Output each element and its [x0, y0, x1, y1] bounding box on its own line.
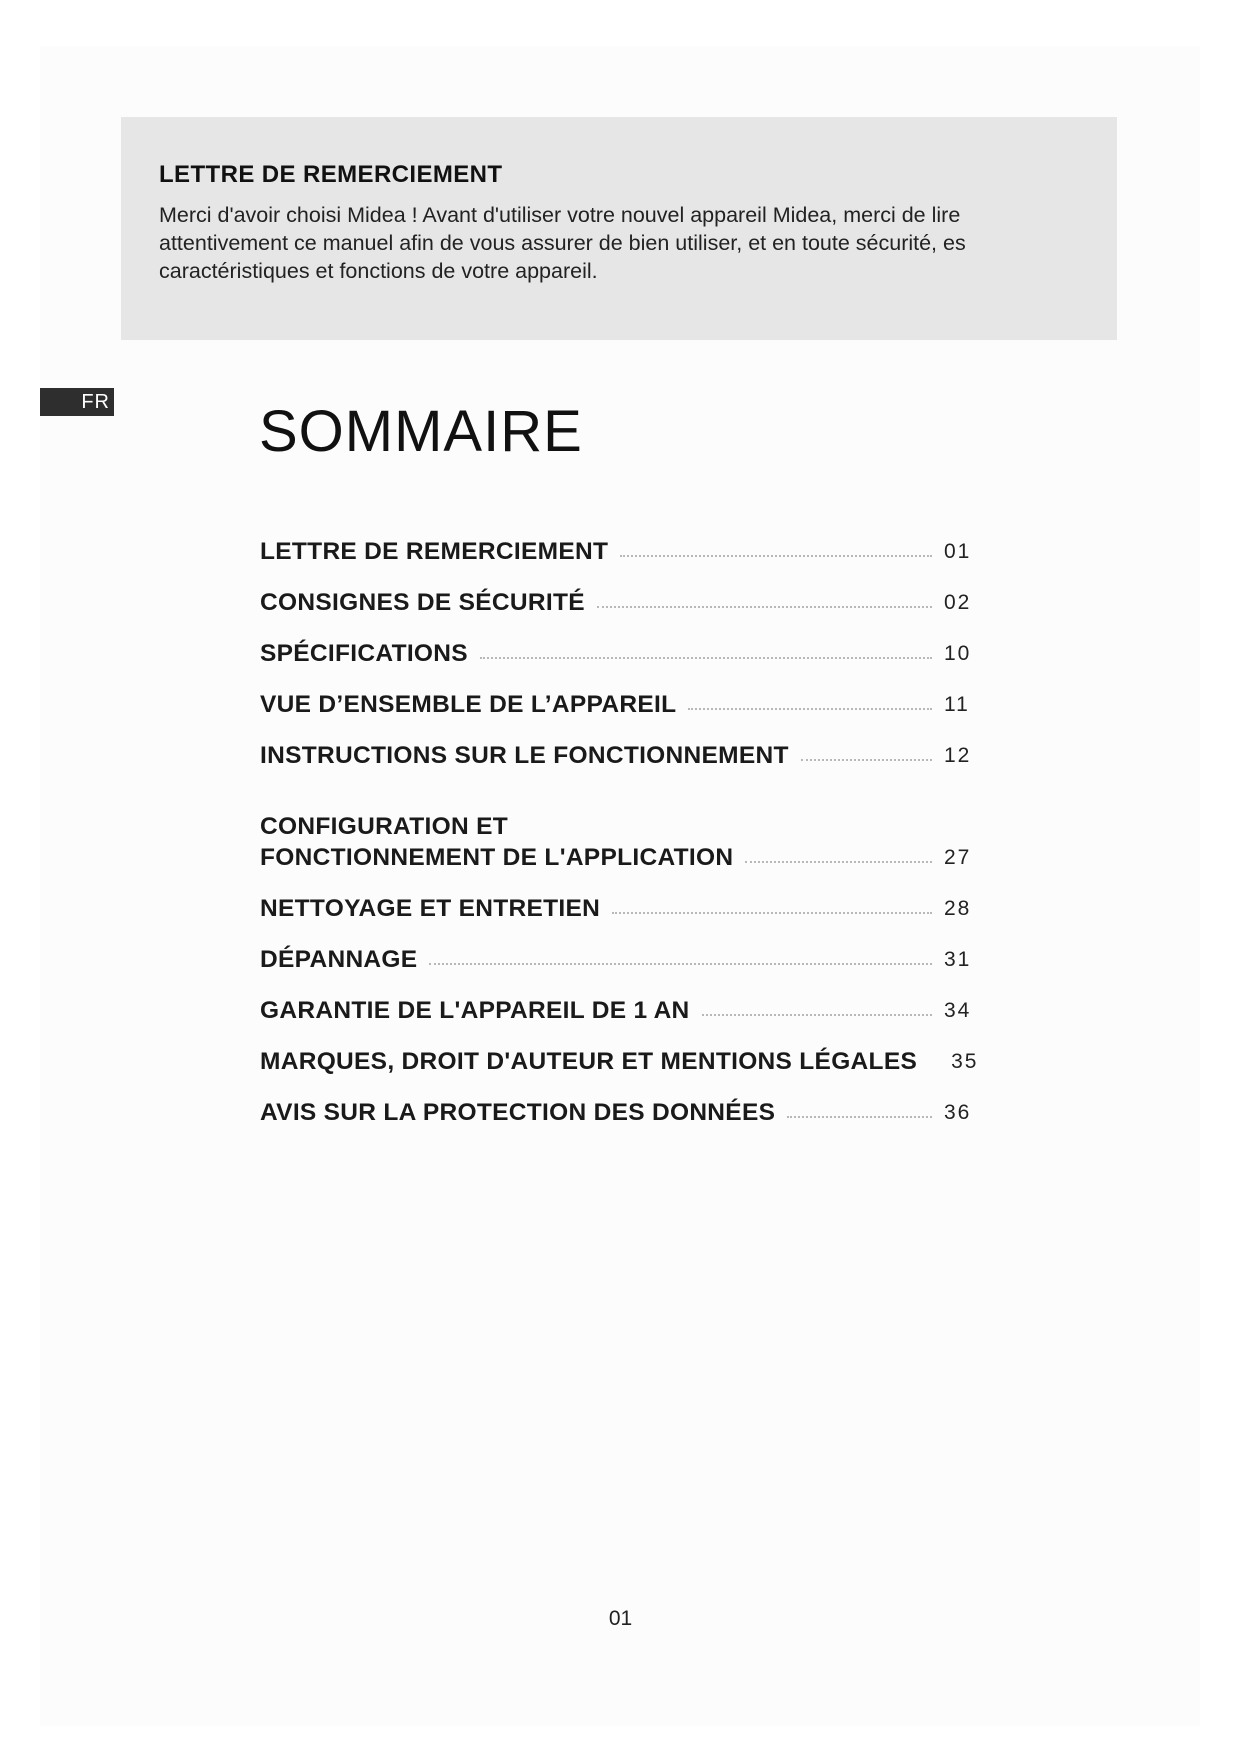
toc-dot-leader: [688, 708, 932, 710]
toc-dot-leader: [929, 1065, 939, 1067]
toc-entry[interactable]: [260, 877, 980, 928]
toc-entry-page: 02: [944, 591, 972, 614]
toc-dot-leader: [480, 657, 932, 659]
toc-entry-page: 36: [944, 1101, 972, 1124]
toc-entry-label: [260, 811, 733, 877]
toc-dot-leader: [597, 606, 932, 608]
toc-dot-leader: [620, 555, 932, 557]
toc-dot-leader: [429, 963, 932, 965]
toc-entry-label-line2: FONCTIONNEMENT DE L'APPLICATION: [260, 844, 734, 871]
toc-entry-page: 10: [944, 642, 972, 665]
toc-entry[interactable]: [260, 1081, 980, 1132]
toc-dot-leader: [787, 1116, 932, 1118]
toc-entry-page: 12: [944, 744, 972, 767]
toc-dot-leader: [801, 759, 932, 761]
toc-dot-leader: [702, 1014, 932, 1016]
toc-entry[interactable]: [260, 775, 980, 877]
language-tab: FR: [40, 388, 114, 416]
table-of-contents: [260, 520, 980, 1132]
toc-entry-label: VUE D’ENSEMBLE DE L’APPAREIL: [260, 691, 677, 718]
toc-entry-page: 28: [944, 897, 972, 920]
thank-you-title: LETTRE DE REMERCIEMENT: [159, 161, 503, 188]
toc-entry[interactable]: [260, 724, 980, 775]
toc-entry-label-line1: CONFIGURATION ET: [260, 813, 508, 840]
page-number: 01: [608, 1607, 633, 1630]
toc-dot-leader: [745, 861, 932, 863]
toc-entry-page: 11: [944, 693, 970, 716]
toc-entry-label: GARANTIE DE L'APPAREIL DE 1 AN: [260, 997, 690, 1024]
toc-entry[interactable]: [260, 979, 980, 1030]
toc-entry-page: 27: [944, 846, 972, 869]
toc-entry-page: 31: [944, 948, 972, 971]
thank-you-text: Merci d'avoir choisi Midea ! Avant d'utiliser votre nouvel appareil Midea, merci de lire attentivement ce manuel afin de vous assurer de bien utiliser, et en toute sécurité, es caractéristiques et fonctions de votre appareil.: [159, 203, 966, 283]
toc-entry-label: AVIS SUR LA PROTECTION DES DONNÉES: [260, 1099, 776, 1126]
toc-entry[interactable]: [260, 928, 980, 979]
toc-entry-page: 34: [944, 999, 972, 1022]
toc-entry[interactable]: [260, 1030, 980, 1081]
toc-entry-label: SPÉCIFICATIONS: [260, 640, 468, 667]
toc-entry-page: 01: [944, 540, 972, 563]
toc-entry-label: DÉPANNAGE: [260, 946, 418, 973]
toc-dot-leader: [612, 912, 932, 914]
toc-entry[interactable]: [260, 673, 980, 724]
toc-entry-page: 35: [951, 1050, 979, 1073]
toc-entry-label: NETTOYAGE ET ENTRETIEN: [260, 895, 601, 922]
toc-entry-label: LETTRE DE REMERCIEMENT: [260, 538, 609, 565]
toc-entry[interactable]: [260, 622, 980, 673]
toc-heading: SOMMAIRE: [259, 399, 583, 464]
toc-entry-label: CONSIGNES DE SÉCURITÉ: [260, 589, 585, 616]
toc-entry-label: MARQUES, DROIT D'AUTEUR ET MENTIONS LÉGALES: [260, 1048, 918, 1075]
toc-entry-label: INSTRUCTIONS SUR LE FONCTIONNEMENT: [260, 742, 789, 769]
toc-entry[interactable]: [260, 520, 980, 571]
toc-entry[interactable]: [260, 571, 980, 622]
thank-you-box: [121, 117, 1117, 340]
